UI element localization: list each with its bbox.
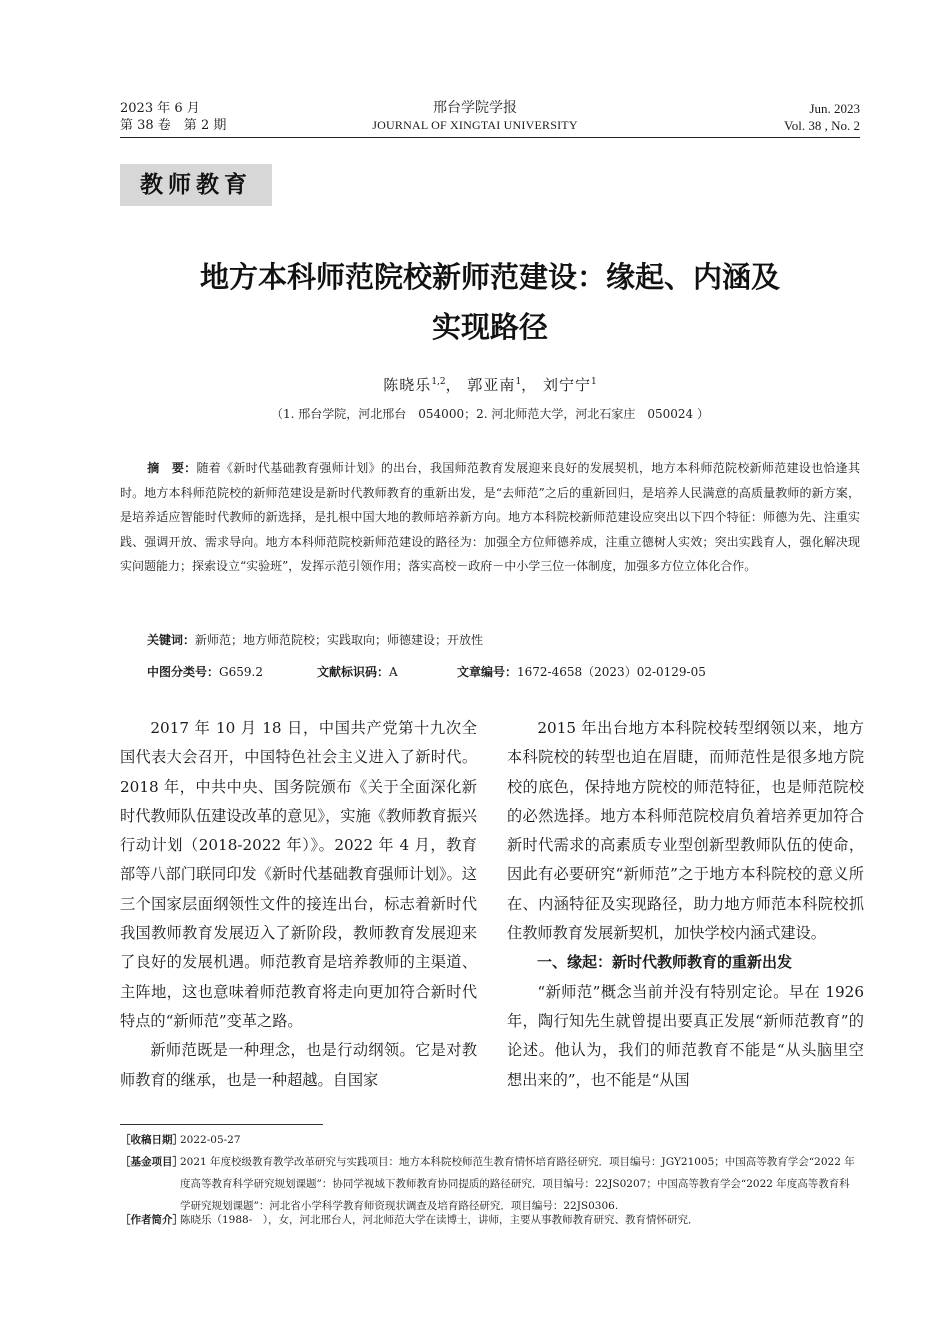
body-paragraph: 新师范既是一种理念，也是行动纲领。它是对教师教育的继承，也是一种超越。自国家 xyxy=(120,1041,477,1089)
footnote-divider xyxy=(120,1124,323,1125)
author-list: 陈晓乐$^{1,2}$， 郭亚南$^1$， 刘宁宁$^1$ xyxy=(383,376,597,394)
header-volume-en: Vol. 38 , No. 2 xyxy=(784,118,860,133)
header-volume: 第 38 卷 第 2 期 xyxy=(120,118,227,133)
paper-title xyxy=(120,252,860,352)
author-affil-mark: 1,2 xyxy=(431,377,446,387)
header-divider xyxy=(120,137,860,138)
clc-label: 中图分类号： xyxy=(147,665,220,679)
journal-name-en: JOURNAL OF XINGTAI UNIVERSITY xyxy=(372,118,578,132)
section-label: 教师教育 xyxy=(120,164,272,206)
journal-name-cn: 邢台学院学报 xyxy=(433,100,517,116)
footnote-author-bio xyxy=(120,1209,860,1231)
author-affil-mark: 1 xyxy=(590,377,597,387)
keywords-label: 关键词： xyxy=(147,633,196,647)
article-no-value: 1672-4658（2023）02-0129-05 xyxy=(517,665,706,679)
author-name: 郭亚南 xyxy=(467,376,516,394)
received-value: 2022-05-27 xyxy=(180,1134,241,1146)
title-line-2: 实现路径 xyxy=(431,310,548,344)
section-heading: 一、缘起：新时代教师教育的重新出发 xyxy=(537,953,793,972)
classification-line xyxy=(147,663,860,680)
funding-label: ［基金项目］ xyxy=(120,1156,183,1168)
body-paragraph: “新师范”概念当前并没有特别定论。早在 1926 年，陶行知先生就曾提出要真正发展“新师范教育”的论述。他认为，我们的师范教育不能是“从头脑里空想出来的”，也不能是“从国 xyxy=(507,982,864,1089)
author-bio-value: 陈晓乐（1988- ），女，河北邢台人，河北师范大学在读博士，讲师，主要从事教师教育研究、教育情怀研究． xyxy=(180,1214,699,1226)
abstract xyxy=(120,456,860,579)
funding-value: 2021 年度校级教育教学改革研究与实践项目：地方本科院校师范生教育情怀培育路径研究．项目编号：JGY21005；中国高等教育学会“2022 年度高等教育科学研究规划课题”：协同学视域下教师教育协同提质的路径研究．项目编号：22JS0207；中国高等教育学会“2022 年度高等教育科学研究规划课题”：河北省小学科学教育师资现状调查及培育路径研究．项目编号：22JS0306. xyxy=(180,1156,855,1212)
author-name: 陈晓乐 xyxy=(383,376,432,394)
author-affil-mark: 1 xyxy=(515,377,522,387)
author-name: 刘宁宁 xyxy=(542,376,591,394)
doc-code-value: A xyxy=(389,665,398,679)
header-date-en: Jun. 2023 xyxy=(809,101,860,116)
doc-code-label: 文献标识码： xyxy=(317,665,390,679)
body-paragraph: 2015 年出台地方本科院校转型纲领以来，地方本科院校的转型也迫在眉睫，而师范性是很多地方院校的底色，保持地方院校的师范特征，也是师范院校的必然选择。地方本科师范院校肩负着培养更加符合新时代需求的高素质专业型创新型教师队伍的使命，因此有必要研究“新师范”之于地方本科院校的意义所在、内涵特征及实现路径，助力地方师范本科院校抓住教师教育发展新契机，加快学校内涵式建设。 xyxy=(507,719,864,943)
footnote-funding xyxy=(120,1151,860,1217)
keywords xyxy=(147,631,860,648)
title-line-1: 地方本科师范院校新师范建设：缘起、内涵及 xyxy=(199,260,780,294)
body-paragraph: 2017 年 10 月 18 日，中国共产党第十九次全国代表大会召开，中国特色社会主义进入了新时代。2018 年，中共中央、国务院颁布《关于全面深化新时代教师队伍建设改革的意见》，实施《教师教育振兴行动计划（2018-2022 年）》。2022 年 4 月，教育部等八部门联同印发《新时代基础教育强师计划》。这三个国家层面纲领性文件的接连出台，标志着新时代我国教师教育发展迈入了新阶段，教师教育发展迎来了良好的发展机遇。师范教育是培养教师的主渠道、主阵地，这也意味着师范教育将走向更加符合新时代特点的“新师范”变革之路。 xyxy=(120,719,477,1030)
abstract-text: 随着《新时代基础教育强师计划》的出台，我国师范教育发展迎来良好的发展契机，地方本科师范院校新师范建设也恰逢其时。地方本科师范院校的新师范建设是新时代教师教育的重新出发，是“去师范”之后的重新回归，是培养人民满意的高质量教师的新方案，是培养适应智能时代教师的新选择，是扎根中国大地的教师培养新方向。地方本科院校新师范建设应突出以下四个特征：师德为先、注重实践、强调开放、需求导向。地方本科师范院校新师范建设的路径为：加强全方位师德养成，注重立德树人实效；突出实践育人，强化解决现实问题能力；探索设立“实验班”，发挥示范引领作用；落实高校－政府－中小学三位一体制度，加强多方位立体化合作。 xyxy=(120,461,860,573)
received-label: ［收稿日期］ xyxy=(120,1134,183,1146)
header-date: 2023 年 6 月 xyxy=(120,101,200,116)
affiliations: （1. 邢台学院，河北邢台 054000；2. 河北师范大学，河北石家庄 050024 ） xyxy=(271,407,709,421)
footnote-received xyxy=(120,1129,860,1151)
article-no-label: 文章编号： xyxy=(457,665,518,679)
body-column-right xyxy=(507,714,864,1095)
clc-value: G659.2 xyxy=(219,665,263,679)
body-column-left xyxy=(120,714,477,1095)
header-issue-info-en xyxy=(784,100,860,134)
keywords-text: 新师范；地方师范院校；实践取向；师德建设；开放性 xyxy=(195,633,484,647)
author-bio-label: ［作者简介］ xyxy=(120,1214,183,1226)
abstract-label: 摘 要： xyxy=(147,461,197,475)
